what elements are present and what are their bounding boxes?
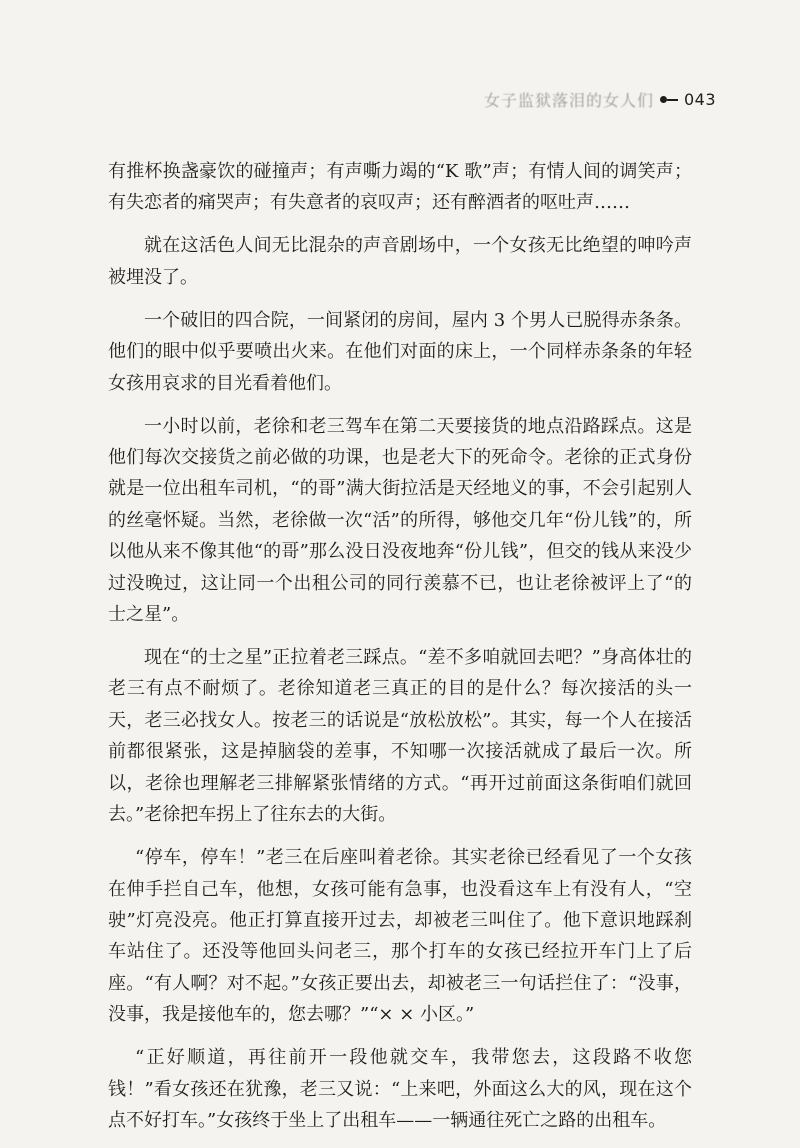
paragraph: 就在这活色人间无比混杂的声音剧场中，一个女孩无比绝望的呻吟声被埋没了。 bbox=[108, 235, 692, 288]
paragraph: 现在“的士之星”正拉着老三踩点。“差不多咱就回去吧？”身高体壮的老三有点不耐烦了。老徐知道老三真正的目的是什么？每次接活的头一天，老三必找女人。按老三的话说是“放松放松”。其实，每一个人在接活前都很紧张，这是掉脑袋的差事，不知哪一次接活就成了最后一次。所以，老徐也理解老三排解紧张情绪的方式。“再开过前面这条街咱们就回去。”老徐把车拐上了往东去的大街。 bbox=[108, 647, 692, 826]
body-text bbox=[108, 156, 692, 1148]
paragraph: 有推杯换盏豪饮的碰撞声；有声嘶力竭的“K 歌”声；有情人间的调笑声；有失恋者的痛哭声；有失意者的哀叹声；还有醉酒者的呕吐声…… bbox=[108, 161, 692, 214]
page-number: 043 bbox=[683, 90, 716, 109]
paragraph: “停车，停车！”老三在后座叫着老徐。其实老徐已经看见了一个女孩在伸手拦自己车，他想，女孩可能有急事，也没看这车上有没有人，“空驶”灯亮没亮。他正打算直接开过去，却被老三叫住了。他下意识地踩刹车站住了。还没等他回头问老三，那个打车的女孩已经拉开车门上了后座。“有人啊？对不起。”女孩正要出去，却被老三一句话拦住了：“没事，没事，我是接他车的，您去哪？”“× × 小区。” bbox=[108, 847, 692, 1026]
paragraph: 一小时以前，老徐和老三驾车在第二天要接货的地点沿路踩点。这是他们每次交接货之前必做的功课，也是老大下的死命令。老徐的正式身份就是一位出租车司机，“的哥”满大街拉活是天经地义的事，不会引起别人的丝毫怀疑。当然，老徐做一次“活”的所得，够他交几年“份儿钱”的，所以他从来不像其他“的哥”那么没日没夜地奔“份儿钱”，但交的钱从来没少过没晚过，这让同一个出租公司的同行羡慕不已，也让老徐被评上了“的士之星”。 bbox=[108, 415, 692, 626]
page-marker-icon bbox=[660, 96, 678, 103]
paragraph: 一个破旧的四合院，一间紧闭的房间，屋内 3 个男人已脱得赤条条。他们的眼中似乎要喷出火来。在他们对面的床上，一个同样赤条条的年轻女孩用哀求的目光看着他们。 bbox=[108, 309, 692, 394]
book-title: 女子监狱落泪的女人们 bbox=[483, 91, 654, 110]
running-head bbox=[484, 88, 716, 111]
paragraph: “正好顺道，再往前开一段他就交车，我带您去，这段路不收您钱！”看女孩还在犹豫，老三又说：“上来吧，外面这么大的风，现在这个点不好打车。”女孩终于坐上了出租车——一辆通往死亡之路的出租车。 bbox=[108, 1047, 692, 1131]
